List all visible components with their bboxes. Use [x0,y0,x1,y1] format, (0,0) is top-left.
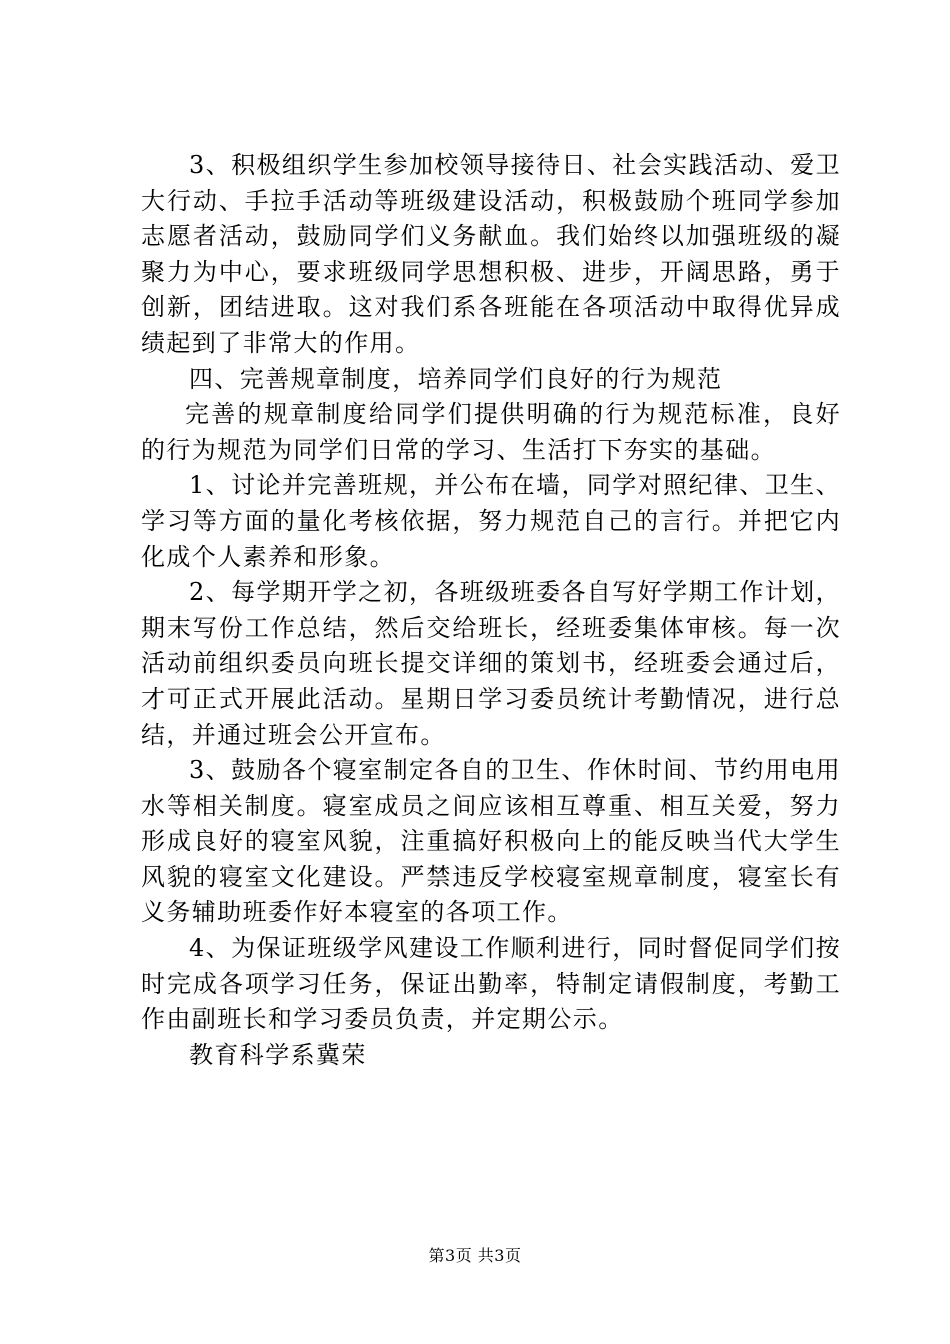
paragraph-item-1: 1、讨论并完善班规，并公布在墙，同学对照纪律、卫生、学习等方面的量化考核依据，努力规范自己的言行。并把它内化成个人素养和形象。 [141,471,841,571]
paragraph-item-4: 4、为保证班级学风建设工作顺利进行，同时督促同学们按时完成各项学习任务，保证出勤率，特制定请假制度，考勤工作由副班长和学习委员负责，并定期公示。 [141,934,841,1034]
paragraph-activities: 3、积极组织学生参加校领导接待日、社会实践活动、爱卫大行动、手拉手活动等班级建设活动，积极鼓励个班同学参加志愿者活动，鼓励同学们义务献血。我们始终以加强班级的凝聚力为中心，要求班级同学思想积极、进步，开阔思路，勇于创新，团结进取。这对我们系各班能在各项活动中取得优异成绩起到了非常大的作用。 [141,151,841,357]
section-heading-rules: 四、完善规章制度，培养同学们良好的行为规范 [189,364,723,393]
signature-line: 教育科学系冀荣 [189,1040,367,1069]
paragraph-item-3: 3、鼓励各个寝室制定各自的卫生、作休时间、节约用电用水等相关制度。寝室成员之间应该相互尊重、相互关爱，努力形成良好的寝室风貌，注重搞好积极向上的能反映当代大学生风貌的寝室文化建设。严禁违反学校寝室规章制度，寝室长有义务辅助班委作好本寝室的各项工作。 [141,756,841,927]
paragraph-rules-intro: 完善的规章制度给同学们提供明确的行为规范标准，良好的行为规范为同学们日常的学习、生活打下夯实的基础。 [141,400,841,464]
paragraph-item-2: 2、每学期开学之初，各班级班委各自写好学期工作计划，期末写份工作总结，然后交给班长，经班委集体审核。每一次活动前组织委员向班长提交详细的策划书，经班委会通过后，才可正式开展此活动。星期日学习委员统计考勤情况，进行总结，并通过班会公开宣布。 [141,578,841,749]
page-footer: 第3页 共3页 [428,1246,522,1265]
document-body [141,148,841,1073]
